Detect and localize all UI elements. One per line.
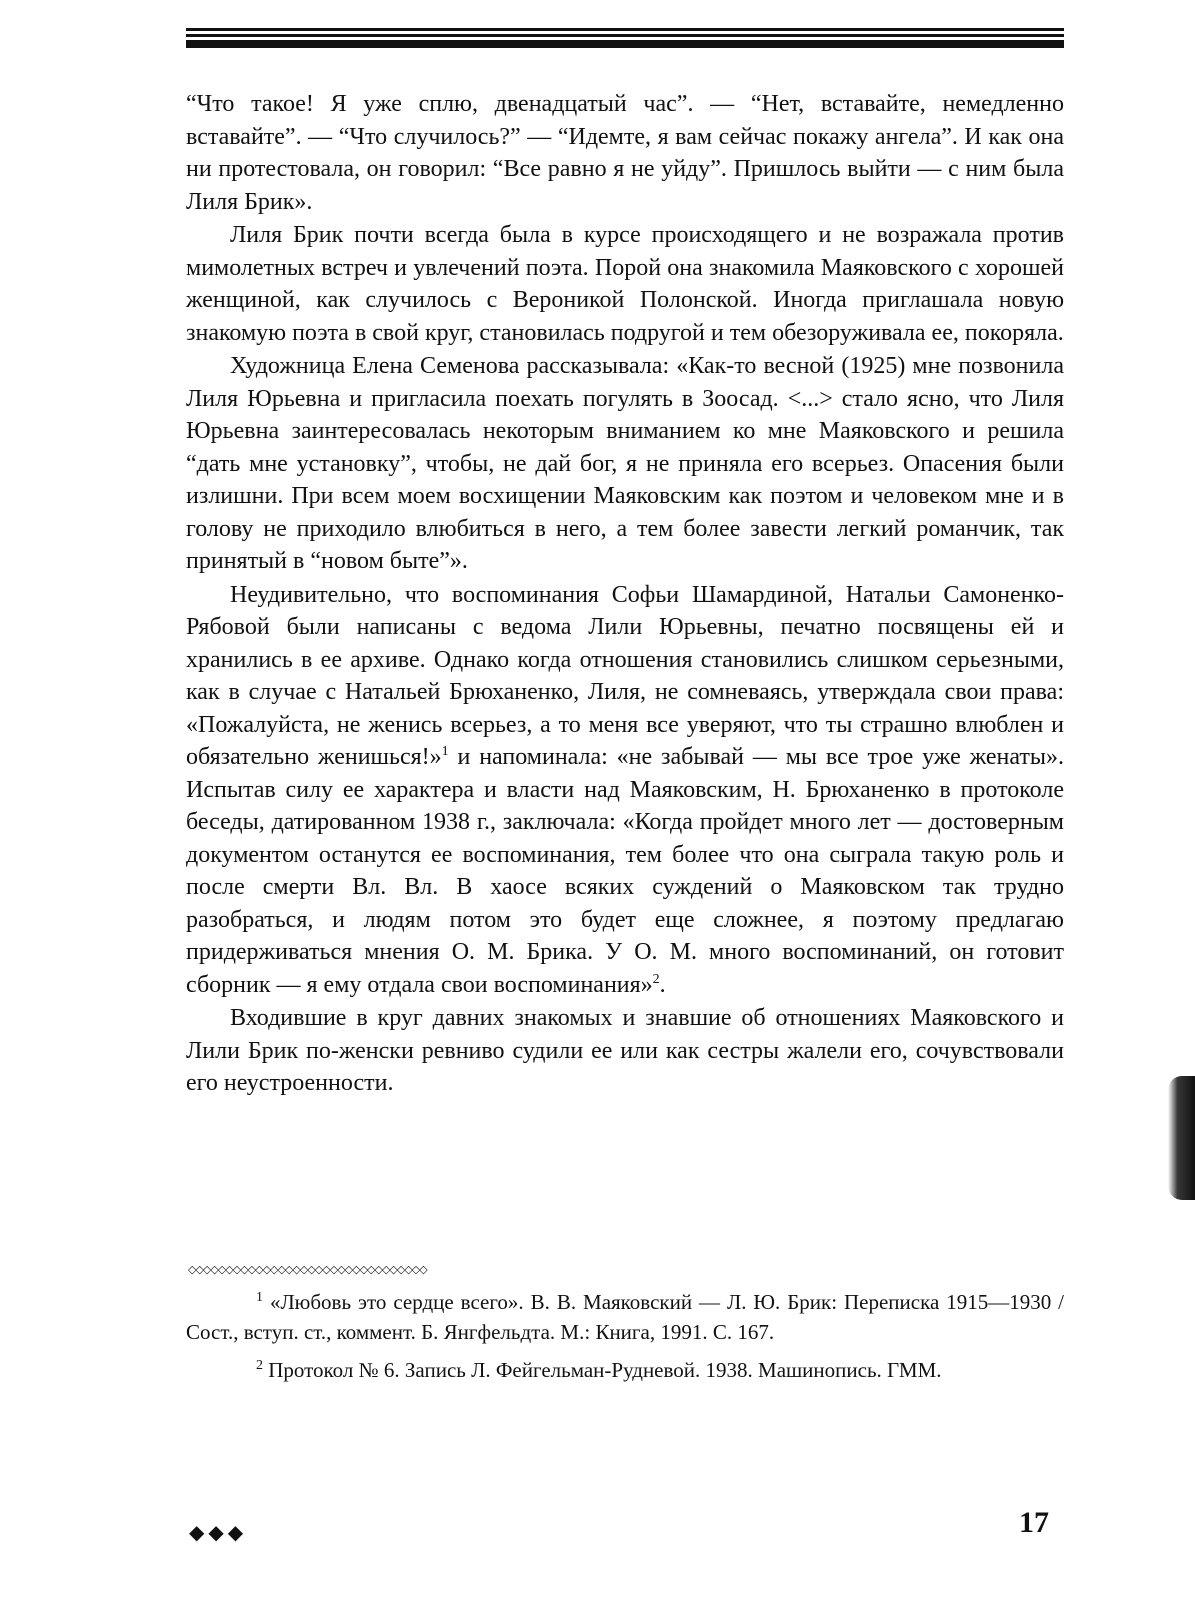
paragraph-1: “Что такое! Я уже сплю, двенадцатый час”. — “Нет, вставайте, немедленно вставайте”. — “Что случилось?” — “Идемте, я вам сейчас покажу ангела”. И как она ни протестовала, он говорил: “Все равно я не уйду”. Пришлось выйти — с ним была Лиля Брик». bbox=[186, 91, 1064, 215]
footnote-ref-1: 1 bbox=[441, 744, 449, 759]
footnotes bbox=[186, 1287, 1064, 1393]
footnote-divider: ◇◇◇◇◇◇◇◇◇◇◇◇◇◇◇◇◇◇◇◇◇◇◇◇◇◇◇◇◇◇◇◇ bbox=[188, 1263, 427, 1276]
footnote-2 bbox=[186, 1355, 1064, 1385]
paragraph-2: Лиля Брик почти всегда была в курсе происходящего и не возражала против мимолетных встреч и увлечений поэта. Порой она знакомила Маяковского с хорошей женщиной, как случилось с Вероникой Полонской. Иногда приглашала новую знакомую поэта в свой круг, становилась подругой и тем обезоруживала ее, покоряла. bbox=[186, 222, 1064, 346]
footer-ornament: ◆◆◆ bbox=[189, 1520, 248, 1544]
footnote-1 bbox=[186, 1287, 1064, 1347]
footnote-ref-2: 2 bbox=[652, 971, 660, 987]
page-number: 17 bbox=[1019, 1506, 1049, 1539]
footnote-1-number: 1 bbox=[256, 1290, 263, 1305]
binding-shadow bbox=[1168, 1076, 1195, 1200]
footnote-2-number: 2 bbox=[256, 1358, 263, 1373]
paragraph-4-text-3: . bbox=[659, 971, 666, 998]
body-text bbox=[186, 88, 1064, 1101]
paragraph-5: Входившие в круг давних знакомых и знавшие об отношениях Маяковского и Лили Брик по-женски ревниво судили ее или как сестры жалели его, сочувствовали его неустроенности. bbox=[186, 1005, 1064, 1096]
footnote-2-text: Протокол № 6. Запись Л. Фейгельман-Рудневой. 1938. Машинопись. ГММ. bbox=[263, 1358, 942, 1382]
paragraph-4 bbox=[186, 579, 1064, 1002]
paragraph-4-text-1: Неудивительно, что воспоминания Софьи Шамардиной, Натальи Самоненко-Рябовой были написаны с ведома Лили Юрьевны, печатно посвящены ей и хранились в ее архиве. Однако когда отношения становились слишком серьезными, как в случае с Натальей Брюханенко, Лиля, не сомневаясь, утверждала свои права: «Пожалуйста, не женись всерьез, а то меня все уверяют, что ты страшно влюблен и обязательно женишься!» bbox=[186, 581, 1064, 770]
footnote-1-text: «Любовь это сердце всего». В. В. Маяковский — Л. Ю. Брик: Переписка 1915—1930 / Сост., вступ. ст., коммент. Б. Янгфельдта. М.: Книга, 1991. С. 167. bbox=[186, 1290, 1064, 1344]
paragraph-3: Художница Елена Семенова рассказывала: «Как-то весной (1925) мне позвонила Лиля Юрьевна и пригласила поехать погулять в Зоосад. <...> стало ясно, что Лиля Юрьевна заинтересовалась некоторым вниманием ко мне Маяковского и решила “дать мне установку”, чтобы, не дай бог, я не приняла его всерьез. Опасения были излишни. При всем моем восхищении Маяковским как поэтом и человеком мне и в голову не приходило влюбиться в него, а тем более завести легкий романчик, так принятый в “новом быте”». bbox=[186, 353, 1064, 574]
header-rule bbox=[186, 28, 1064, 48]
paragraph-4-text-2: и напоминала: «не забывай — мы все трое уже женаты». Испытав силу ее характера и власти над Маяковским, Н. Брюханенко в протоколе беседы, датированном 1938 г., заключала: «Когда пройдет много лет — достоверным документом останутся ее воспоминания, тем более что она сыграла такую роль и после смерти Вл. Вл. В хаосе всяких суждений о Маяковском так трудно разобраться, и людям потом это будет еще сложнее, я поэтому предлагаю придерживаться мнения О. М. Брика. У О. М. много воспоминаний, он готовит сборник — я ему отдала свои воспоминания» bbox=[186, 744, 1064, 998]
